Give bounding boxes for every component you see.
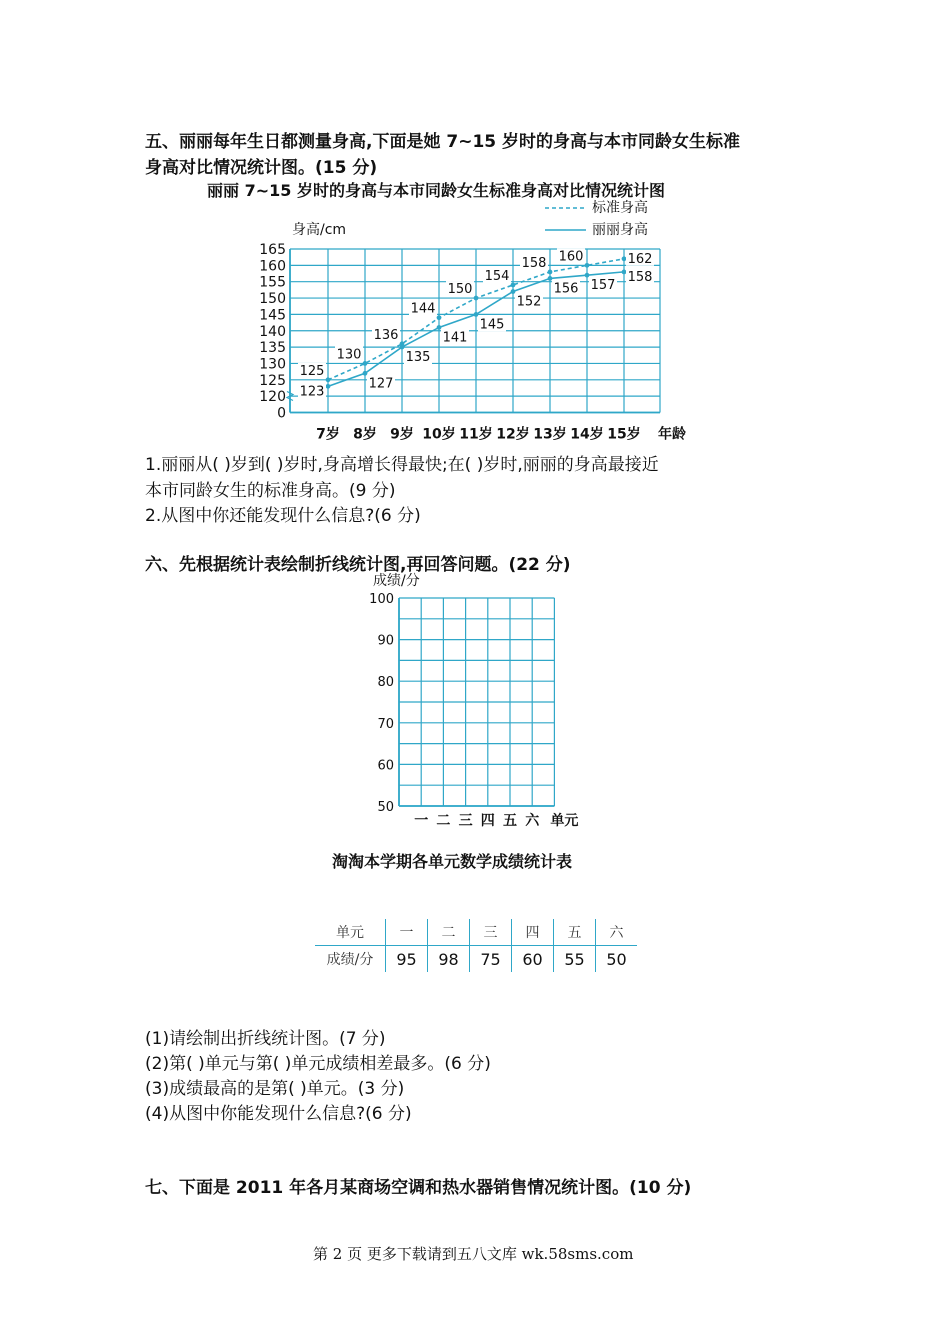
score-table-value-label: 成绩/分 [326, 952, 374, 968]
data-label: 154 [484, 268, 510, 284]
section6-heading: 六、先根据统计表绘制折线统计图,再回答问题。(22 分) [145, 555, 571, 575]
score-chart-grid [355, 570, 595, 832]
y-tick-label: 125 [259, 372, 286, 389]
legend-label: 丽丽身高 [592, 222, 648, 238]
x-tick-label: 13岁 [533, 426, 567, 443]
score-table [315, 919, 637, 972]
score-table-score: 95 [386, 946, 428, 973]
score-table-unit: 六 [596, 919, 638, 946]
x-tick-label: 7岁 [316, 426, 340, 443]
y-tick-label: 50 [377, 800, 394, 815]
y-tick-label: 160 [259, 258, 286, 275]
x-axis-label: 年龄 [658, 426, 686, 443]
x-tick-label: 五 [503, 813, 517, 829]
data-point [363, 361, 368, 366]
data-point [326, 384, 331, 389]
chart1-title: 丽丽 7~15 岁时的身高与本市同龄女生标准身高对比情况统计图 [207, 181, 665, 200]
data-point [474, 296, 479, 301]
data-label: 160 [558, 249, 584, 265]
score-table-unit: 二 [428, 919, 470, 946]
data-label: 127 [368, 376, 394, 392]
score-table-score: 75 [470, 946, 512, 973]
x-tick-label: 六 [525, 813, 540, 829]
y-tick-label: 60 [377, 758, 394, 774]
x-tick-label: 10岁 [422, 426, 456, 443]
x-tick-label: 四 [480, 813, 495, 829]
score-table-value-row [315, 946, 637, 973]
data-label: 135 [405, 350, 431, 366]
score-table-unit: 一 [386, 919, 428, 946]
section5-q1-line1: 1.丽丽从( )岁到( )岁时,身高增长得最快;在( )岁时,丽丽的身高最接近 [145, 455, 659, 475]
data-point [622, 269, 627, 274]
y-axis-label: 成绩/分 [373, 573, 420, 589]
data-point [622, 256, 627, 261]
y-tick-label: 165 [259, 242, 286, 258]
section6-q2: (2)第( )单元与第( )单元成绩相差最多。(6 分) [145, 1054, 491, 1074]
score-table-header-label: 单元 [315, 919, 386, 946]
section5-q2: 2.从图中你还能发现什么信息?(6 分) [145, 506, 421, 526]
score-table-title: 淘淘本学期各单元数学成绩统计表 [332, 852, 573, 871]
y-tick-label: 130 [259, 356, 286, 373]
data-point [511, 289, 516, 294]
height-chart [259, 196, 710, 443]
data-point [474, 312, 479, 317]
x-tick-label: 三 [458, 813, 473, 829]
data-label: 150 [447, 282, 473, 298]
data-label: 158 [627, 269, 653, 285]
score-table-score: 98 [428, 946, 470, 973]
data-label: 162 [627, 251, 653, 267]
section6-q4: (4)从图中你能发现什么信息?(6 分) [145, 1104, 412, 1124]
section5-heading-line1: 五、丽丽每年生日都测量身高,下面是她 7~15 岁时的身高与本市同龄女生标准 [145, 132, 741, 152]
x-tick-label: 15岁 [607, 426, 641, 443]
section5-heading-line2: 身高对比情况统计图。(15 分) [145, 158, 378, 178]
data-label: 136 [373, 327, 399, 343]
data-point [585, 263, 590, 268]
data-label: 123 [299, 384, 325, 400]
data-point [363, 371, 368, 376]
data-point [400, 345, 405, 350]
score-table-score: 50 [596, 946, 638, 973]
data-point [511, 283, 516, 288]
x-tick-label: 11岁 [459, 426, 493, 443]
data-point [437, 315, 442, 320]
section7-heading: 七、下面是 2011 年各月某商场空调和热水器销售情况统计图。(10 分) [145, 1178, 692, 1198]
y-tick-label: 135 [259, 340, 286, 357]
data-point [326, 377, 331, 382]
section6-q3: (3)成绩最高的是第( )单元。(3 分) [145, 1079, 405, 1099]
data-label: 144 [410, 301, 436, 317]
x-tick-label: 二 [436, 813, 451, 829]
y-tick-label: 155 [259, 274, 286, 291]
y-tick-label: 145 [259, 307, 286, 324]
data-label: 130 [336, 347, 362, 363]
x-axis-label: 单元 [550, 813, 579, 829]
data-point [548, 276, 553, 281]
y-tick-label: 70 [377, 716, 394, 732]
y-tick-label: 100 [369, 592, 394, 607]
y-tick-label: 120 [259, 389, 286, 406]
section5-q1-line2: 本市同龄女生的标准身高。(9 分) [145, 481, 396, 501]
score-table-score: 60 [512, 946, 554, 973]
data-point [585, 273, 590, 278]
data-point [437, 325, 442, 330]
y-tick-label: 140 [259, 323, 286, 340]
x-tick-label: 9岁 [390, 426, 414, 443]
x-tick-label: 14岁 [570, 426, 604, 443]
y-tick-label: 150 [259, 291, 286, 308]
score-table-unit: 四 [512, 919, 554, 946]
page-footer: 第 2 页 更多下载请到五八文库 wk.58sms.com [313, 1245, 634, 1263]
x-tick-label: 8岁 [353, 426, 377, 443]
y-tick-label: 80 [377, 675, 394, 691]
data-label: 157 [590, 278, 616, 294]
score-table-score: 55 [554, 946, 596, 973]
section6-q1: (1)请绘制出折线统计图。(7 分) [145, 1029, 386, 1049]
data-point [548, 269, 553, 274]
score-table-unit: 三 [470, 919, 512, 946]
data-label: 152 [516, 294, 542, 310]
data-label: 145 [479, 317, 505, 333]
legend-label: 标准身高 [592, 200, 648, 216]
score-table-header-row [315, 919, 637, 946]
x-tick-label: 12岁 [496, 426, 530, 443]
data-label: 141 [442, 330, 468, 346]
score-table-unit: 五 [554, 919, 596, 946]
x-tick-label: 一 [414, 813, 429, 829]
y-tick-label: 90 [377, 633, 394, 649]
y-tick-label: 0 [277, 405, 286, 422]
data-label: 125 [299, 363, 325, 379]
data-label: 158 [521, 255, 547, 271]
data-label: 156 [553, 281, 579, 297]
y-axis-label: 身高/cm [292, 222, 347, 238]
